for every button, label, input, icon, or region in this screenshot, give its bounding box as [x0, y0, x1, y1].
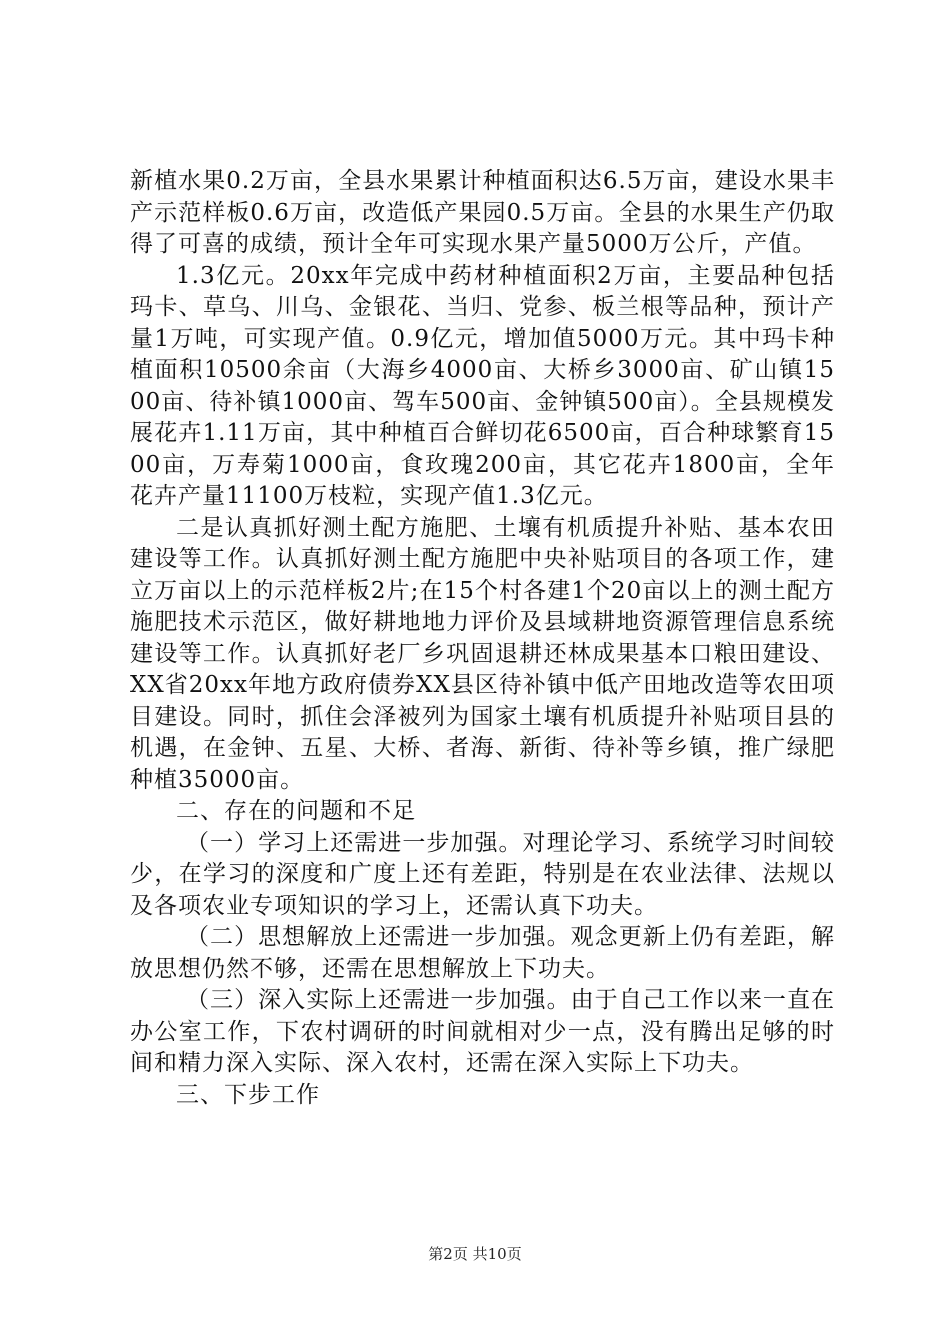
paragraph-soil-fertilizer: 二是认真抓好测土配方施肥、土壤有机质提升补贴、基本农田建设等工作。认真抓好测土配方施肥中央补贴项目的各项工作，建立万亩以上的示范样板2片;在15个村各建1个20亩以上的测土配方施肥技术示范区，做好耕地地力评价及县域耕地资源管理信息系统建设等工作。认真抓好老厂乡巩固退耕还林成果基本口粮田建设、XX省20xx年地方政府债券XX县区待补镇中低产田地改造等农田项目建设。同时，抓住会泽被列为国家土壤有机质提升补贴项目县的机遇，在金钟、五星、大桥、者海、新街、待补等乡镇，推广绿肥种植35000亩。	[130, 514, 835, 793]
paragraph-fruit: 新植水果0.2万亩，全县水果累计种植面积达6.5万亩，建设水果丰产示范样板0.6万亩，改造低产果园0.5万亩。全县的水果生产仍取得了可喜的成绩，预计全年可实现水果产量5000万公斤，产值。	[130, 168, 835, 257]
section-heading-problems: 二、存在的问题和不足	[176, 798, 416, 824]
page-number-footer: 第2页 共10页	[428, 1245, 522, 1263]
paragraph-problem-3: （三）深入实际上还需进一步加强。由于自己工作以来一直在办公室工作，下农村调研的时间就相对少一点，没有腾出足够的时间和精力深入实际、深入农村，还需在深入实际上下功夫。	[130, 987, 835, 1076]
section-heading-next-steps: 三、下步工作	[176, 1081, 320, 1108]
paragraph-herbs-flowers: 1.3亿元。20xx年完成中药材种植面积2万亩，主要品种包括玛卡、草乌、川乌、金银花、当归、党参、板兰根等品种，预计产量1万吨，可实现产值。0.9亿元，增加值5000万元。其中玛卡种植面积10500余亩（大海乡4000亩、大桥乡3000亩、矿山镇1500亩、待补镇1000亩、驾车500亩、金钟镇500亩）。全县规模发展花卉1.11万亩，其中种植百合鲜切花6500亩，百合种球繁育1500亩，万寿菊1000亩，食玫瑰200亩，其它花卉1800亩，全年花卉产量11100万枝粒，实现产值1.3亿元。	[130, 262, 835, 509]
document-body	[130, 166, 835, 1111]
paragraph-problem-2: （二）思想解放上还需进一步加强。观念更新上仍有差距，解放思想仍然不够，还需在思想解放上下功夫。	[130, 924, 835, 982]
paragraph-problem-1: （一）学习上还需进一步加强。对理论学习、系统学习时间较少，在学习的深度和广度上还有差距，特别是在农业法律、法规以及各项农业专项知识的学习上，还需认真下功夫。	[130, 829, 835, 919]
